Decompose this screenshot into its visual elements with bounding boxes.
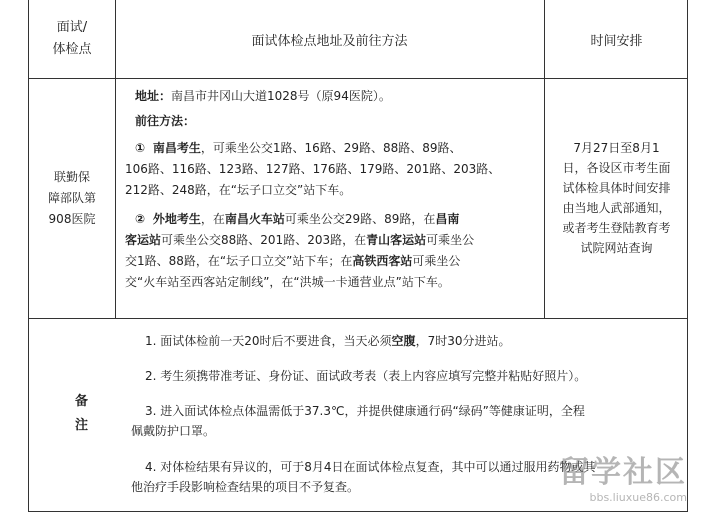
station-name: 青山客运站 bbox=[366, 233, 427, 247]
outside-route-line bbox=[125, 230, 541, 251]
route-text: ，在 bbox=[200, 212, 225, 226]
watermark-title: 留学社区 bbox=[559, 455, 687, 490]
address-label: 地址： bbox=[135, 89, 172, 103]
remark-line: 4. 对体检结果有异议的，可于8月4日在面试体检点复查，其中可以通过服用药物或其 bbox=[145, 460, 596, 474]
local-route-line: 212路、248路，在“坛子口立交”站下车。 bbox=[125, 183, 352, 197]
local-route-text: ，可乘坐公交1路、16路、29路、88路、89路、 bbox=[200, 141, 462, 155]
remark-line: 他治疗手段影响检查结果的项目不予复查。 bbox=[131, 480, 360, 494]
unit-line: 908医院 bbox=[48, 211, 96, 226]
outside-route-line: 交“火车站至西客站定制线”，在“洪城一卡通营业点”站下车。 bbox=[125, 275, 450, 289]
remark-1 bbox=[145, 332, 510, 349]
remark-3 bbox=[131, 401, 585, 441]
route-text: 可乘坐公交29路、89路，在 bbox=[284, 212, 436, 226]
unit-line: 障部队第 bbox=[47, 190, 96, 205]
unit-line: 联勤保 bbox=[53, 169, 90, 184]
header-address-label: 面试体检点地址及前往方法 bbox=[251, 33, 408, 49]
local-route-line bbox=[135, 138, 541, 159]
route-text: 交1路、88路，在“坛子口立交”站下车；在 bbox=[125, 254, 353, 268]
remark-line: 佩戴防护口罩。 bbox=[131, 424, 216, 438]
address-cell bbox=[125, 86, 541, 293]
remarks-label-bottom: 注 bbox=[75, 418, 89, 433]
header-site-line1: 面试/ bbox=[56, 20, 88, 35]
remark-2: 2. 考生须携带准考证、身份证、面试政考表（表上内容应填写完整并粘贴好照片）。 bbox=[145, 369, 587, 383]
station-name: 客运站 bbox=[125, 233, 162, 247]
header-site-cell bbox=[29, 0, 115, 78]
remarks-label-top: 备 bbox=[75, 394, 89, 409]
header-site-line2: 体检点 bbox=[52, 42, 92, 57]
address-row bbox=[135, 86, 541, 107]
schedule-line: 试院网站查询 bbox=[580, 241, 653, 255]
outside-route-line bbox=[135, 209, 541, 230]
remark-4 bbox=[131, 457, 596, 497]
item-marker: ① bbox=[135, 141, 146, 155]
remark-text: 1. 面试体检前一天20时后不要进食，当天必须 bbox=[145, 334, 392, 348]
schedule-line: 或者考生登陆教育考 bbox=[562, 221, 671, 235]
route-text: 可乘坐公 bbox=[426, 233, 475, 247]
local-candidates-label: 南昌考生 bbox=[152, 141, 201, 155]
station-name: 南昌火车站 bbox=[224, 212, 285, 226]
station-name: 高铁西客站 bbox=[352, 254, 413, 268]
remark-emphasis: 空腹 bbox=[391, 334, 416, 348]
header-schedule-cell bbox=[544, 0, 689, 78]
station-name: 昌南 bbox=[435, 212, 460, 226]
outside-candidates-label: 外地考生 bbox=[152, 212, 201, 226]
schedule-line: 7月27日至8月1 bbox=[573, 141, 660, 155]
route-text: 可乘坐公 bbox=[412, 254, 461, 268]
header-schedule-label: 时间安排 bbox=[590, 33, 643, 49]
outside-route-line bbox=[125, 251, 541, 272]
remark-text: ，7时30分进站。 bbox=[415, 334, 511, 348]
schedule-line: 由当地人武部通知， bbox=[562, 201, 671, 215]
address-value: 南昌市井冈山大道1028号（原94医院）。 bbox=[171, 89, 391, 103]
header-address-cell bbox=[115, 0, 544, 78]
watermark-url: bbs.liuxue86.com bbox=[589, 491, 687, 504]
schedule-line: 日，各设区市考生面 bbox=[562, 161, 671, 175]
local-route-line: 106路、116路、123路、127路、176路、179路、201路、203路、 bbox=[125, 162, 501, 176]
method-label: 前往方法： bbox=[135, 114, 196, 128]
exam-info-table bbox=[28, 0, 688, 512]
item-marker: ② bbox=[135, 212, 146, 226]
watermark bbox=[559, 447, 687, 504]
unit-cell bbox=[29, 78, 115, 318]
route-text: 可乘坐公交88路、201路、203路，在 bbox=[161, 233, 367, 247]
remark-line: 3. 进入面试体检点体温需低于37.3℃，并提供健康通行码“绿码”等健康证明，全程 bbox=[145, 404, 585, 418]
row-divider bbox=[29, 318, 687, 319]
schedule-cell bbox=[544, 78, 689, 318]
schedule-line: 试体检具体时间安排 bbox=[562, 181, 671, 195]
